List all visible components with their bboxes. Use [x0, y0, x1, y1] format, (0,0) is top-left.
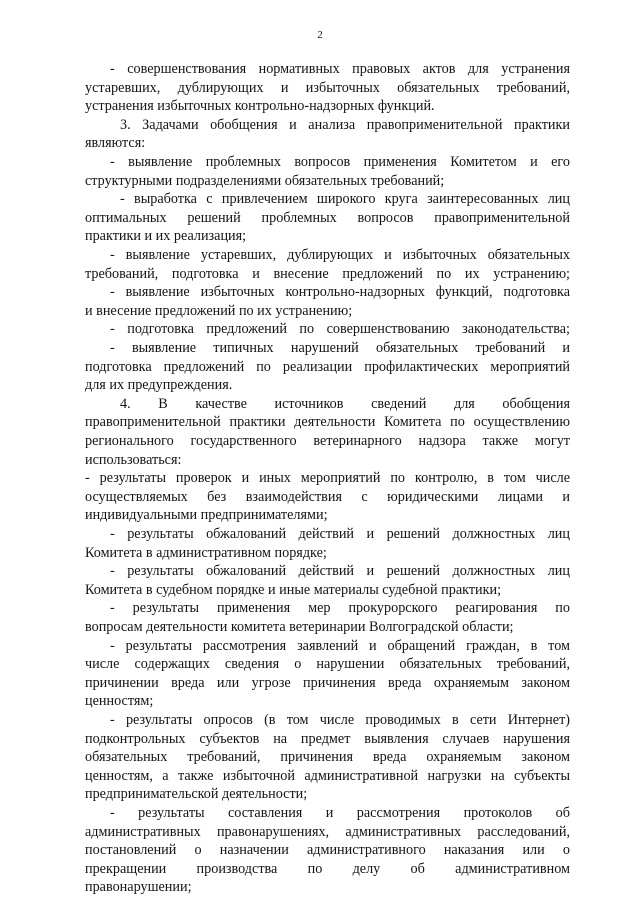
text-line: и внесение предложений по их устранению;	[85, 302, 353, 319]
text-line: причинении вреда или угрозе причинения вреда охраняемым законом	[85, 674, 570, 691]
text-line: - выявление избыточных контрольно-надзорных функций, подготовка	[110, 284, 570, 301]
text-line: - результаты проверок и иных мероприятий по контролю, в том числе	[85, 470, 570, 487]
text-line: - результаты рассмотрения заявлений и обращений граждан, в том	[110, 637, 570, 654]
text-line: устранения избыточных контрольно-надзорных функций.	[85, 98, 435, 115]
text-line: структурными подразделениями обязательных требований;	[85, 172, 445, 189]
text-line: индивидуальными предпринимателями;	[85, 507, 328, 524]
text-line: регионального государственного ветеринарного надзора также могут	[85, 433, 570, 449]
text-line: предпринимательской деятельности;	[85, 786, 308, 803]
text-line: - выявление устаревших, дублирующих и избыточных обязательных	[110, 247, 570, 263]
text-line: - выявление проблемных вопросов применения Комитетом и его	[110, 154, 570, 170]
text-line: прекращении производства по делу об административном	[85, 860, 570, 877]
text-line: постановлений о назначении административного наказания или о	[85, 842, 570, 859]
text-line: правонарушении;	[85, 879, 192, 896]
text-line: - совершенствования нормативных правовых актов для устранения	[110, 61, 570, 77]
text-line: обязательных требований, причинения вреда охраняемым законом	[85, 749, 570, 766]
text-line: - подготовка предложений по совершенствованию законодательства;	[110, 321, 570, 338]
text-line: 4. В качестве источников сведений для обобщения	[120, 395, 570, 412]
text-line: осуществляемых без взаимодействия с юридическими лицами и	[85, 488, 570, 505]
text-line: требований, подготовка и внесение предложений по их устранению;	[85, 265, 570, 282]
text-line: ценностям;	[85, 693, 154, 710]
text-line: вопросам деятельности комитета ветеринарии Волгоградской области;	[85, 619, 514, 635]
text-line: подконтрольных субъектов на предмет выявления случаев нарушения	[85, 730, 570, 747]
text-line: - результаты обжалований действий и решений должностных лиц	[110, 563, 570, 580]
text-line: Комитета в административном порядке;	[85, 544, 327, 561]
text-line: устаревших, дублирующих и избыточных обязательных требований,	[85, 79, 570, 96]
text-line: числе содержащих сведения о нарушении обязательных требований,	[85, 656, 570, 673]
text-line: - выработка с привлечением широкого круга заинтересованных лиц	[120, 191, 570, 208]
text-line: для их предупреждения.	[85, 377, 233, 394]
text-line: являются:	[85, 135, 146, 152]
text-line: административных правонарушениях, административных расследований,	[85, 823, 570, 840]
text-line: 3. Задачами обобщения и анализа правоприменительной практики	[120, 116, 570, 133]
text-line: - результаты применения мер прокурорского реагирования по	[110, 600, 570, 617]
text-line: правоприменительной практики деятельности Комитета по осуществлению	[85, 414, 570, 431]
text-line: использоваться:	[85, 451, 182, 468]
text-line: - результаты обжалований действий и решений должностных лиц	[110, 526, 570, 542]
text-line: ценностям, а также избыточной административной нагрузки на субъекты	[85, 767, 570, 784]
text-line: практики и их реализация;	[85, 228, 247, 245]
text-line: - выявление типичных нарушений обязательных требований и	[110, 340, 570, 356]
text-line: оптимальных решений проблемных вопросов правоприменительной	[85, 209, 570, 226]
text-line: - результаты опросов (в том числе проводимых в сети Интернет)	[110, 712, 570, 728]
page-number: 2	[317, 29, 323, 41]
text-line: Комитета в судебном порядке и иные материалы судебной практики;	[85, 581, 502, 598]
text-line: подготовка предложений по реализации профилактических мероприятий	[85, 358, 570, 375]
text-line: - результаты составления и рассмотрения протоколов об	[110, 805, 570, 821]
